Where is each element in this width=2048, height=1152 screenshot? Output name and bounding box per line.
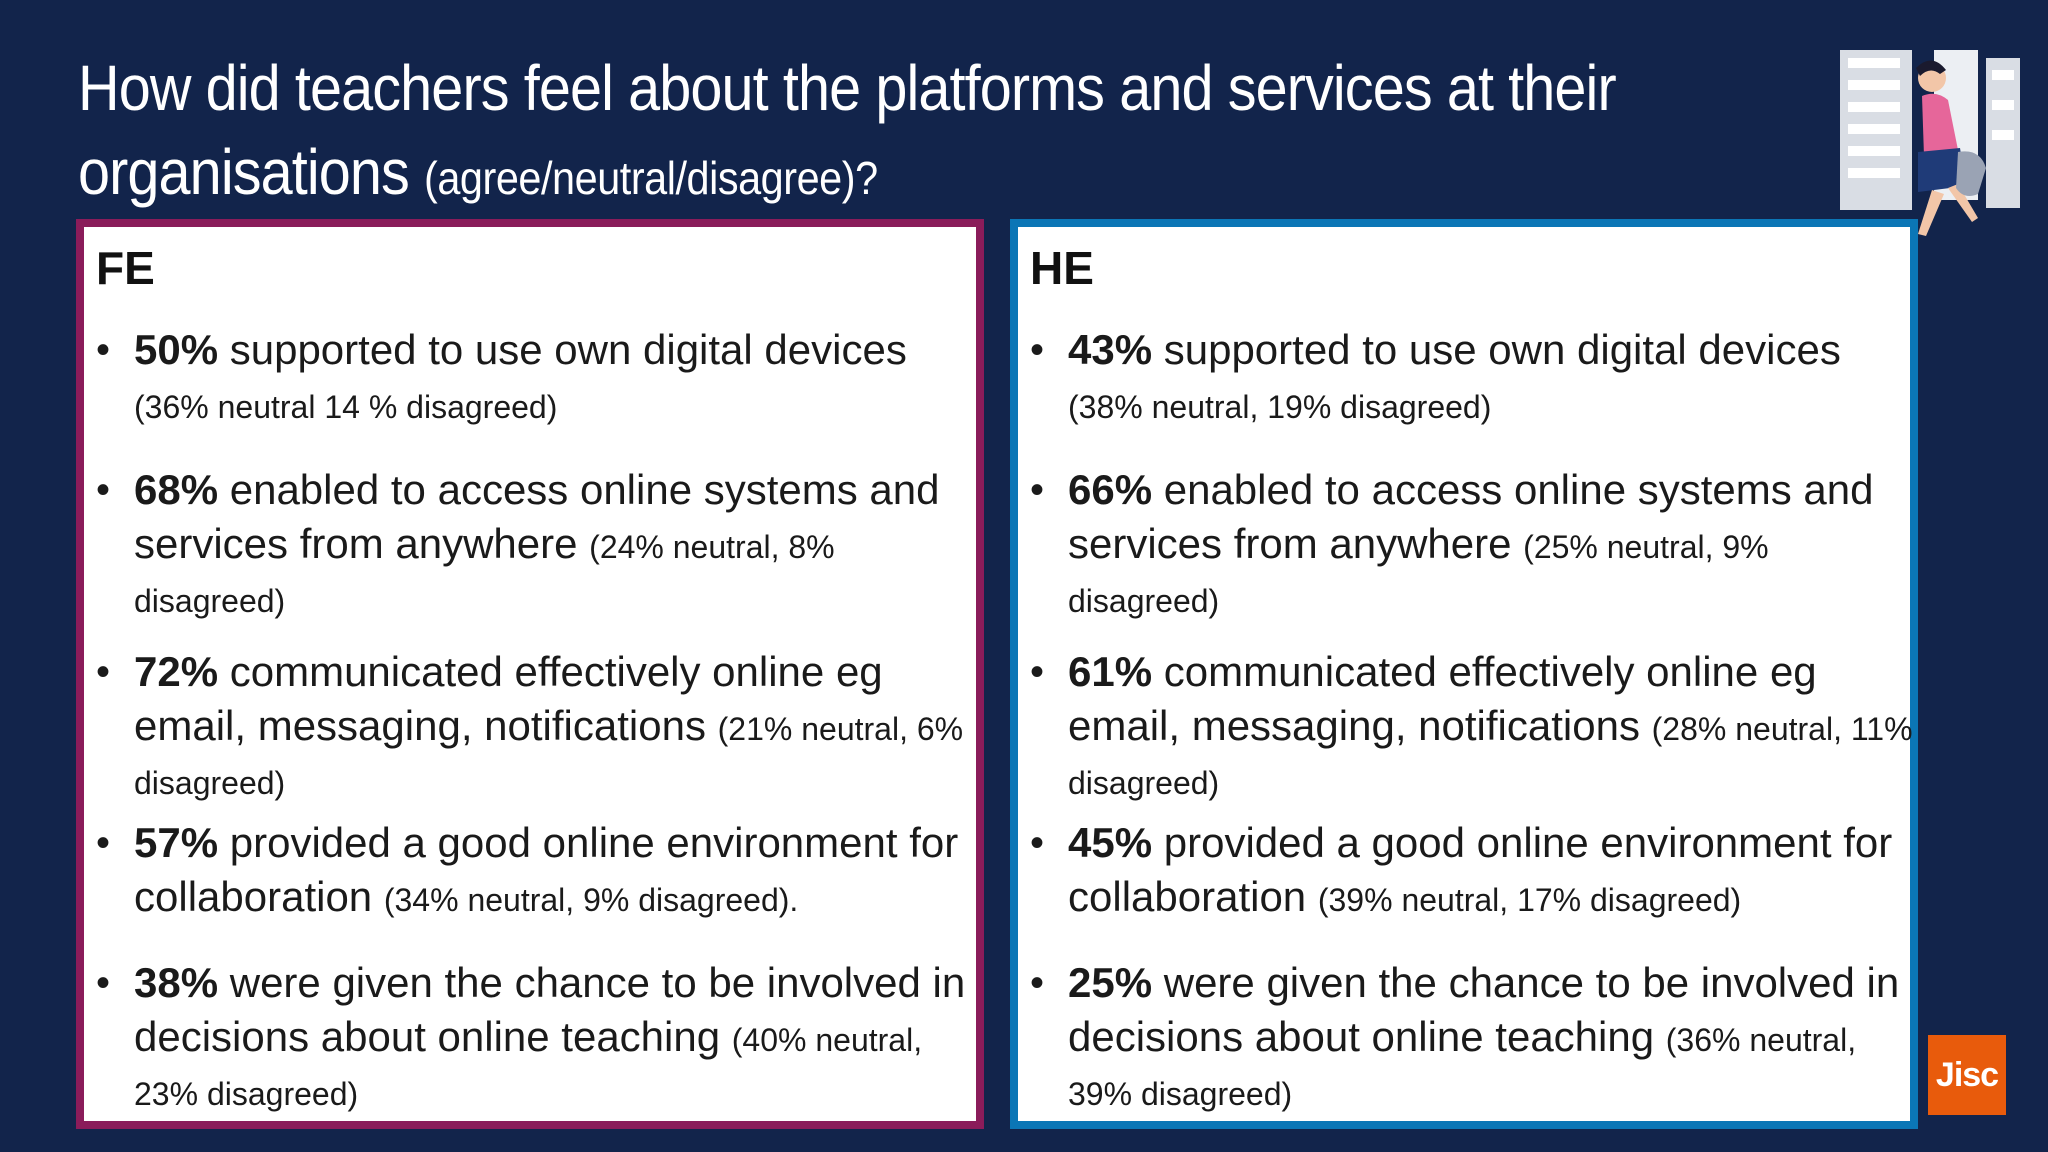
bullet-icon: • — [96, 961, 111, 1005]
bullet-icon: • — [96, 328, 111, 372]
title-qualifier: (agree/neutral/disagree)? — [424, 152, 878, 204]
fe-item-percent: 68% — [134, 466, 219, 513]
he-item-percent: 25% — [1068, 959, 1153, 1006]
fe-panel — [76, 219, 984, 1129]
he-panel — [1010, 219, 1918, 1129]
fe-item-detail: (40% neutral, 23% disagreed) — [134, 1022, 923, 1112]
he-item-text: enabled to access online systems and services from anywhere — [1068, 466, 1874, 567]
bullet-icon: • — [96, 821, 111, 865]
fe-item-percent: 50% — [134, 326, 219, 373]
he-item-text: provided a good online environment for collaboration — [1068, 819, 1893, 920]
fe-heading: FE — [96, 242, 155, 294]
fe-item-detail: (34% neutral, 9% disagreed). — [383, 882, 799, 918]
fe-item-percent: 72% — [134, 648, 219, 695]
fe-item-detail: (21% neutral, 6% disagreed) — [134, 711, 964, 801]
he-item-detail: (28% neutral, 11% disagreed) — [1068, 711, 1913, 801]
fe-item-detail: (24% neutral, 8% disagreed) — [134, 529, 835, 619]
fe-item-text: supported to use own digital devices — [229, 326, 907, 373]
he-item-text: were given the chance to be involved in decisions about online teaching — [1068, 959, 1900, 1060]
he-item-percent: 66% — [1068, 466, 1153, 513]
bullet-icon: • — [96, 468, 111, 512]
title-line-2 — [78, 130, 1608, 220]
title-main: organisations — [78, 136, 409, 208]
slide-title — [78, 46, 1616, 220]
title-line-1: How did teachers feel about the platforms and services at their — [78, 52, 1616, 124]
fe-item-percent: 38% — [134, 959, 219, 1006]
jisc-logo: Jisc — [1928, 1035, 2006, 1115]
fe-item-percent: 57% — [134, 819, 219, 866]
bullet-icon: • — [1030, 468, 1045, 512]
he-item-percent: 61% — [1068, 648, 1153, 695]
bullet-icon: • — [1030, 328, 1045, 372]
fe-item-detail: (36% neutral 14 % disagreed) — [134, 389, 558, 425]
bullet-icon: • — [1030, 650, 1045, 694]
he-item-detail: (25% neutral, 9% disagreed) — [1068, 529, 1769, 619]
he-item-detail: (36% neutral, 39% disagreed) — [1068, 1022, 1857, 1112]
he-item-detail: (39% neutral, 17% disagreed) — [1317, 882, 1742, 918]
he-item-percent: 45% — [1068, 819, 1153, 866]
he-item-text: communicated effectively online eg email, messaging, notifications — [1068, 648, 1817, 749]
fe-item-text: were given the chance to be involved in decisions about online teaching — [134, 959, 966, 1060]
bullet-icon: • — [96, 650, 111, 694]
fe-item-text: provided a good online environment for collaboration — [134, 819, 959, 920]
fe-item-text: enabled to access online systems and services from anywhere — [134, 466, 940, 567]
bullet-icon: • — [1030, 961, 1045, 1005]
fe-item-text: communicated effectively online eg email, messaging, notifications — [134, 648, 883, 749]
bullet-icon: • — [1030, 821, 1045, 865]
he-item-detail: (38% neutral, 19% disagreed) — [1068, 389, 1492, 425]
he-item-percent: 43% — [1068, 326, 1153, 373]
he-item-text: supported to use own digital devices — [1163, 326, 1841, 373]
he-heading: HE — [1030, 242, 1094, 294]
